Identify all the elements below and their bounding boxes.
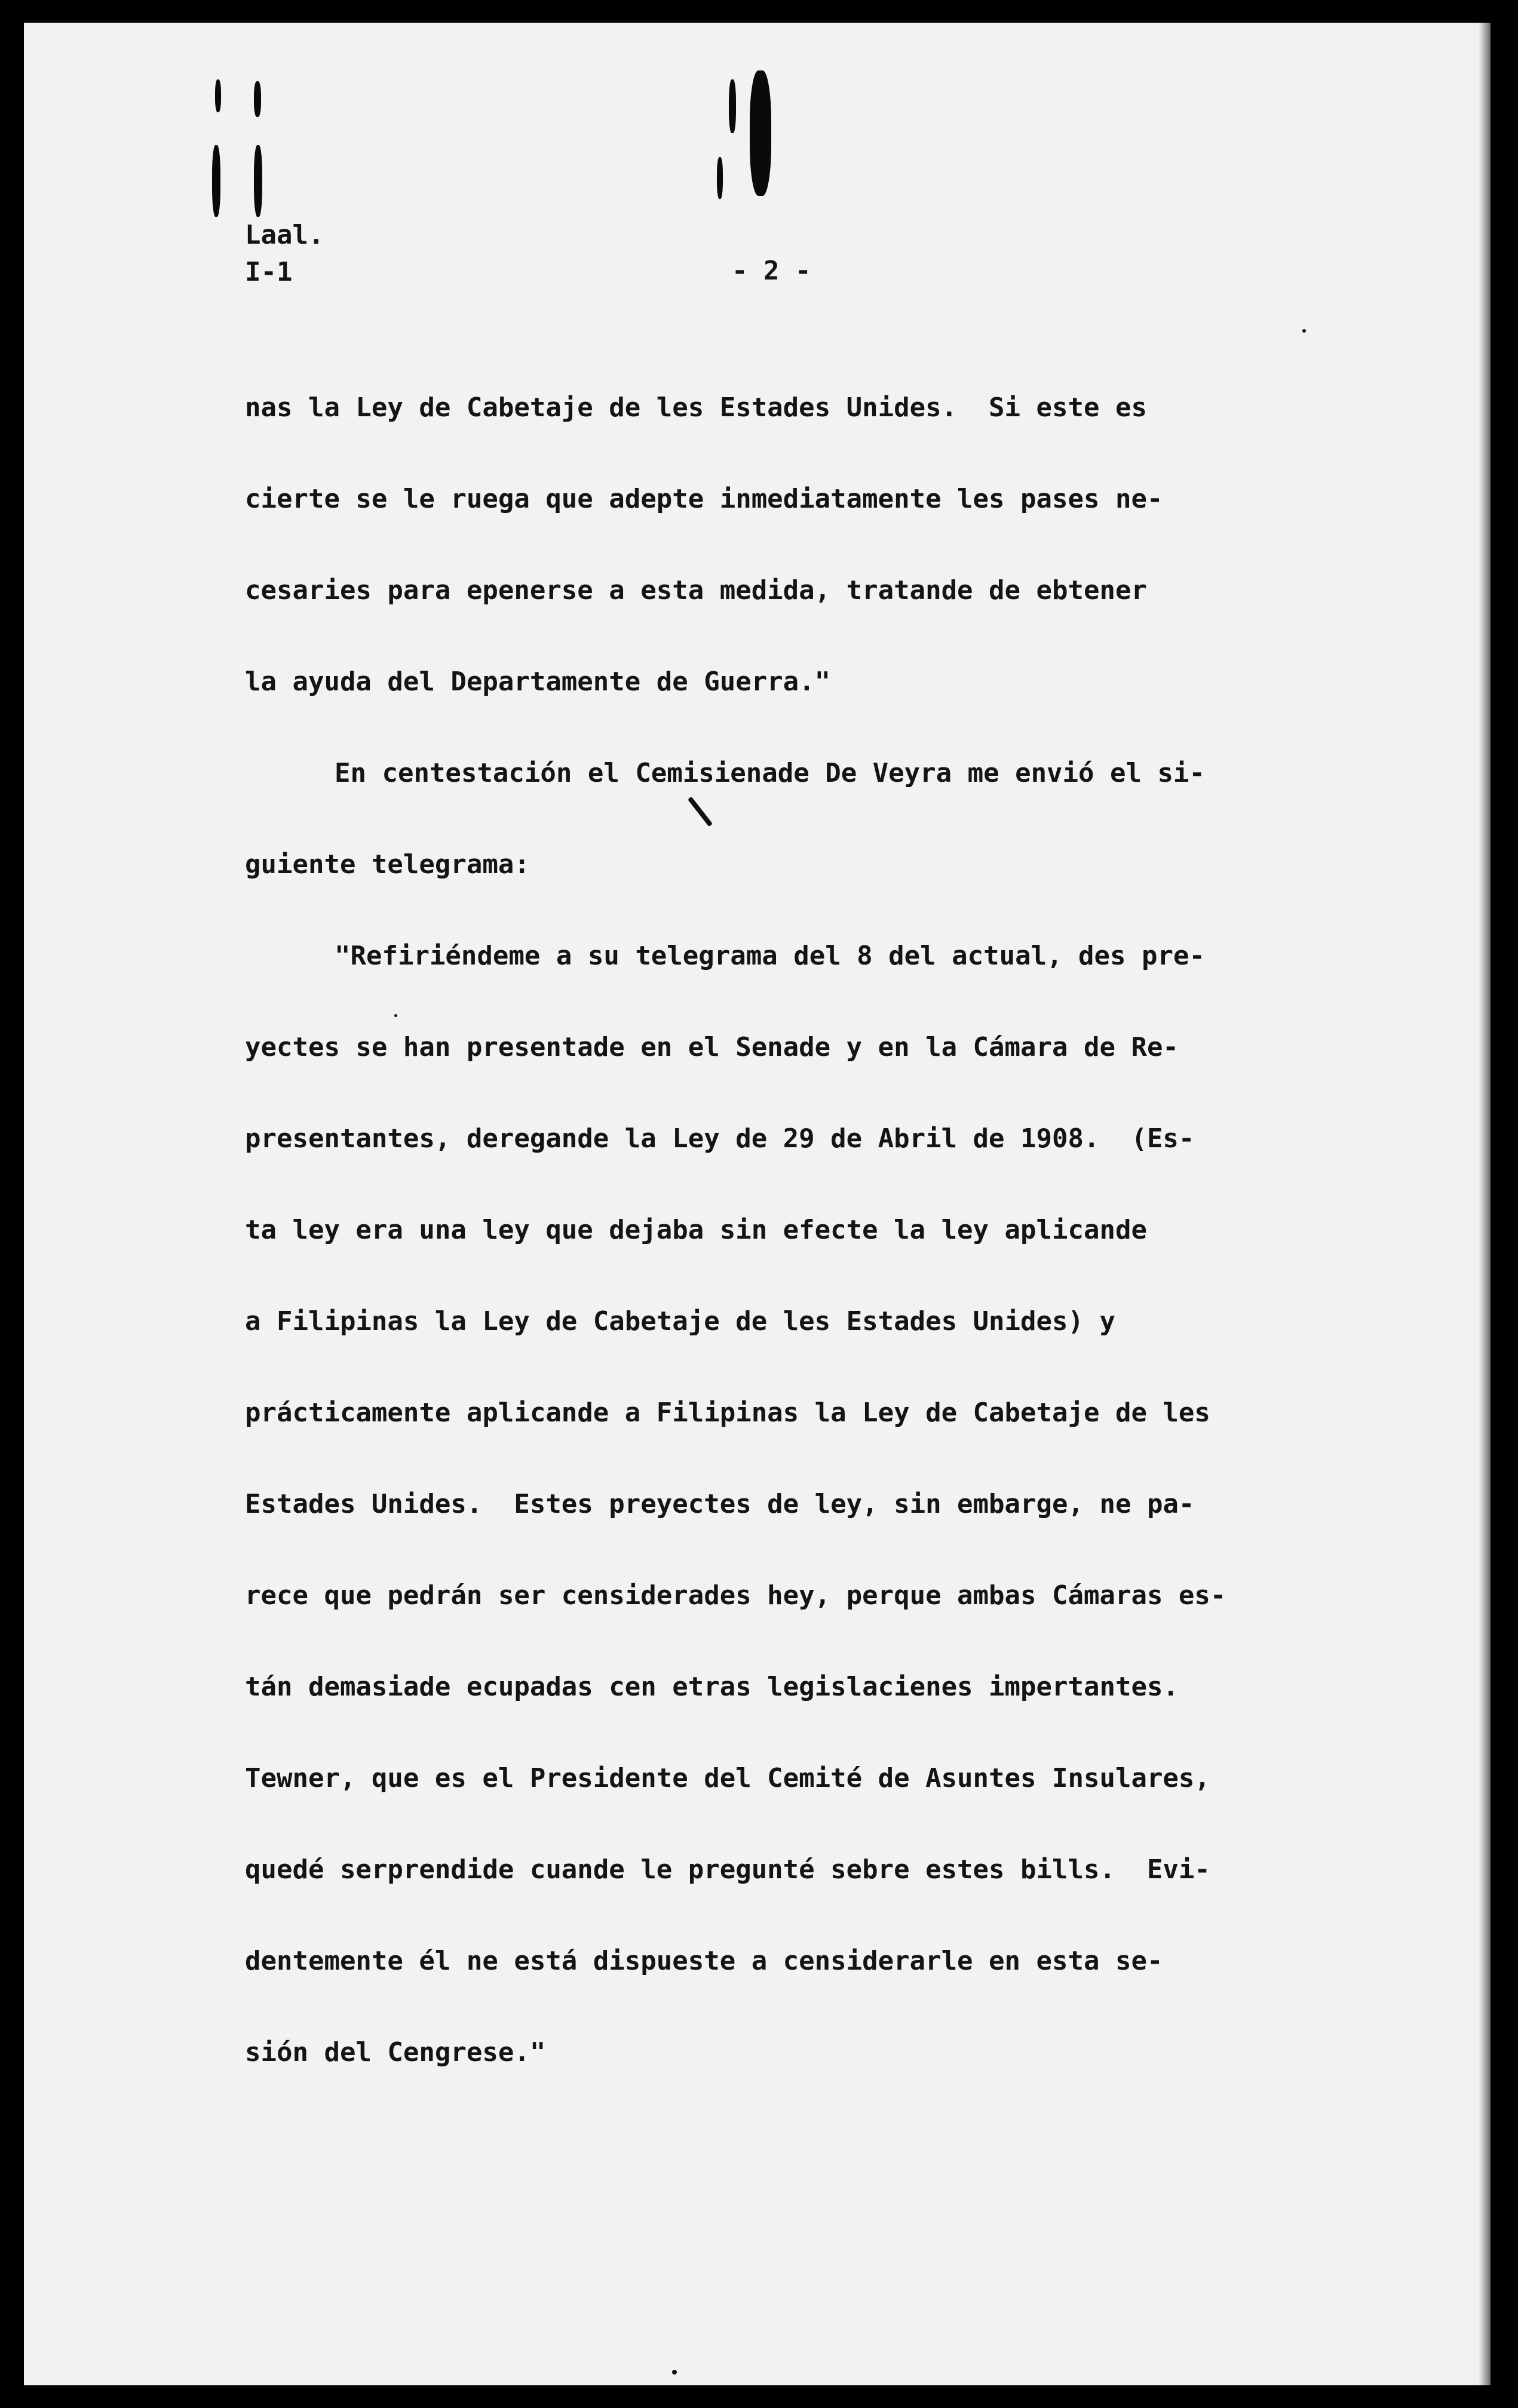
text-line: tán demasiade ecupadas cen etras legislacienes impertantes. xyxy=(245,1672,1179,1702)
text-line: guiente telegrama: xyxy=(245,849,530,880)
text-line: cesaries para epenerse a esta medida, tratande de ebtener xyxy=(245,575,1147,606)
punch-mark xyxy=(729,79,736,133)
page-number: - 2 - xyxy=(732,256,811,286)
punch-mark xyxy=(717,157,723,199)
text-line: quedé serprendide cuande le pregunté sebre estes bills. Evi- xyxy=(245,1854,1210,1885)
text-line: prácticamente aplicande a Filipinas la Ley de Cabetaje de les xyxy=(245,1398,1210,1428)
text-line: presentantes, deregande la Ley de 29 de Abril de 1908. (Es- xyxy=(245,1123,1195,1154)
header-reference: I-1 xyxy=(245,257,293,287)
punch-mark xyxy=(215,79,221,112)
punch-mark xyxy=(750,70,771,196)
text-line: rece que pedrán ser censiderades hey, perque ambas Cámaras es- xyxy=(245,1580,1226,1611)
ink-speck xyxy=(1302,329,1306,333)
text-line: ta ley era una ley que dejaba sin efecte la ley aplicande xyxy=(245,1215,1147,1245)
text-line: En centestación el Cemisienade De Veyra me envió el si- xyxy=(335,758,1205,788)
text-line: cierte se le ruega que adepte inmediatamente les pases ne- xyxy=(245,484,1163,514)
punch-mark xyxy=(254,81,261,117)
text-line: a Filipinas la Ley de Cabetaje de les Estades Unides) y xyxy=(245,1306,1115,1337)
text-line: yectes se han presentade en el Senade y en la Cámara de Re- xyxy=(245,1032,1179,1062)
header-initials: Laal. xyxy=(245,220,324,250)
document-page xyxy=(24,23,1491,2385)
text-line: sión del Cengrese." xyxy=(245,2037,546,2068)
text-line: nas la Ley de Cabetaje de les Estades Unides. Si este es xyxy=(245,392,1147,423)
ink-speck xyxy=(672,2370,677,2375)
document-header xyxy=(245,217,324,291)
text-line: Tewner, que es el Presidente del Cemité de Asuntes Insulares, xyxy=(245,1763,1210,1793)
text-line: "Refiriéndeme a su telegrama del 8 del actual, des pre- xyxy=(335,941,1205,971)
text-line: dentemente él ne está dispueste a censiderarle en esta se- xyxy=(245,1946,1163,1976)
text-line: Estades Unides. Estes preyectes de ley, sin embarge, ne pa- xyxy=(245,1489,1195,1519)
punch-mark xyxy=(254,145,262,217)
punch-mark xyxy=(212,145,220,217)
body-text xyxy=(245,378,1404,2114)
text-line: la ayuda del Departamente de Guerra." xyxy=(245,666,831,697)
